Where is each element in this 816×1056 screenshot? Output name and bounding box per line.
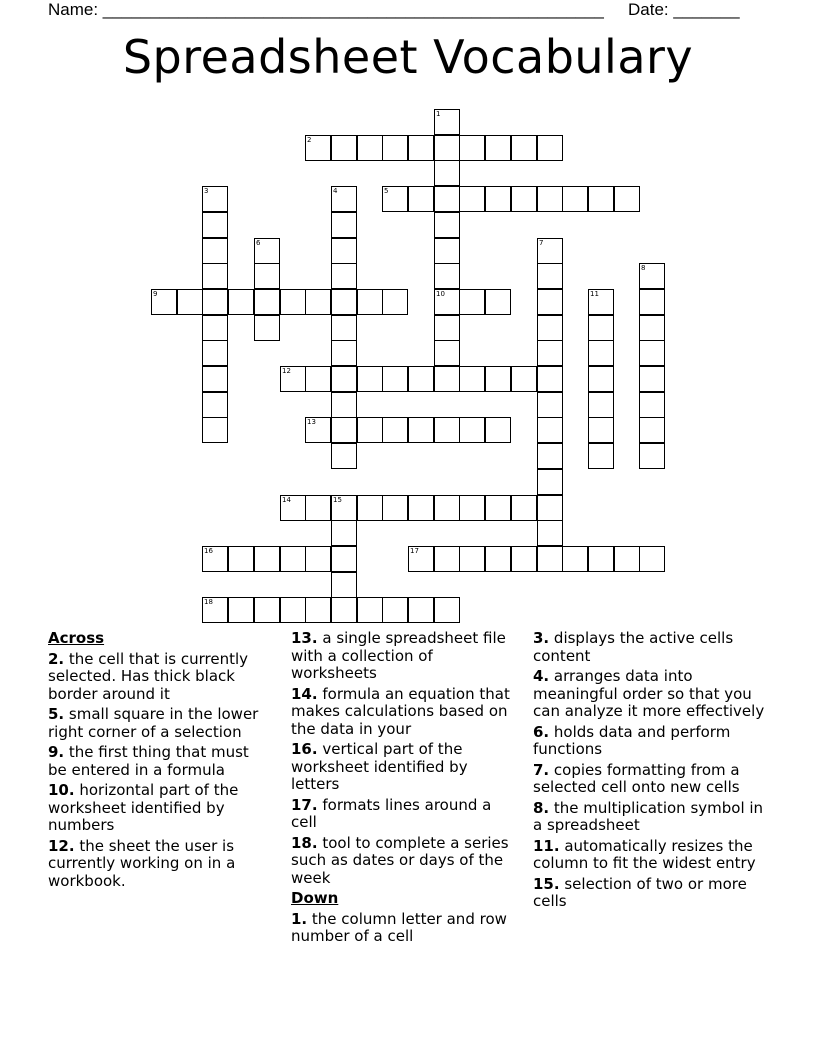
cell-number: 18 [204,598,213,606]
crossword-cell[interactable] [485,366,511,392]
crossword-cell[interactable] [202,238,228,264]
crossword-cell[interactable] [357,135,383,161]
clue-number: 4. [533,667,550,685]
crossword-cell[interactable] [511,366,537,392]
crossword-cell[interactable] [639,340,665,366]
clue-text: displays the active cells content [533,629,734,665]
clues-column-3 [533,630,773,914]
crossword-cell[interactable] [331,340,357,366]
crossword-cell[interactable] [382,186,408,212]
crossword-cell[interactable] [254,315,280,341]
clue-number: 17. [291,795,318,814]
crossword-cell[interactable] [537,263,563,289]
crossword-cell[interactable] [331,520,357,546]
crossword-cell[interactable] [331,366,357,392]
crossword-cell[interactable] [228,289,254,315]
clue-number: 15. [533,874,560,893]
crossword-cell[interactable] [459,495,485,521]
across-clue-18 [291,835,519,888]
clue-text: a single spreadsheet file with a collection of worksheets [291,629,506,682]
clue-number: 6. [533,722,550,741]
down-clue-11 [533,838,773,873]
crossword-cell[interactable] [305,495,331,521]
crossword-cell[interactable] [434,160,460,186]
crossword-cell[interactable] [151,289,177,315]
crossword-cell[interactable] [357,597,383,623]
clue-number: 7. [533,760,550,779]
cell-number: 4 [333,187,338,195]
crossword-cell[interactable] [357,495,383,521]
across-clue-2 [48,651,270,704]
clue-number: 5. [48,705,65,723]
crossword-cell[interactable] [639,417,665,443]
clue-text: small square in the lower right corner of a selection [48,705,259,741]
crossword-cell[interactable] [537,315,563,341]
clue-number: 1. [291,909,308,928]
crossword-cell[interactable] [485,546,511,572]
crossword-cell[interactable] [485,289,511,315]
clue-text: arranges data into meaningful order so that you can analyze it more effectively [533,667,765,720]
crossword-cell[interactable] [408,417,434,443]
cell-number: 11 [590,290,599,298]
crossword-cell[interactable] [408,186,434,212]
clues-column-1 [48,630,270,893]
name-field: Name: _____________________________________________________ [48,0,604,19]
crossword-cell[interactable] [305,135,331,161]
crossword-cell[interactable] [639,392,665,418]
crossword-cell[interactable] [254,289,280,315]
crossword-cell[interactable] [459,546,485,572]
cell-number: 17 [410,547,419,555]
crossword-cell[interactable] [459,186,485,212]
crossword-cell[interactable] [331,572,357,598]
crossword-cell[interactable] [588,443,614,469]
crossword-cell[interactable] [434,315,460,341]
crossword-cell[interactable] [588,289,614,315]
crossword-cell[interactable] [177,289,203,315]
clue-text: automatically resizes the column to fit the widest entry [533,836,756,872]
crossword-cell[interactable] [382,289,408,315]
crossword-cell[interactable] [202,289,228,315]
crossword-cell[interactable] [382,495,408,521]
crossword-cell[interactable] [485,495,511,521]
crossword-cell[interactable] [434,186,460,212]
crossword-cell[interactable] [537,366,563,392]
cell-number: 6 [256,239,261,247]
crossword-cell[interactable] [588,340,614,366]
clue-number: 9. [48,743,65,761]
crossword-cell[interactable] [639,546,665,572]
crossword-cell[interactable] [280,289,306,315]
crossword-cell[interactable] [639,366,665,392]
crossword-cell[interactable] [639,263,665,289]
crossword-cell[interactable] [202,392,228,418]
crossword-cell[interactable] [202,366,228,392]
cell-number: 8 [641,264,646,272]
crossword-cell[interactable] [459,135,485,161]
cell-number: 2 [307,136,312,144]
clue-text: vertical part of the worksheet identified by letters [291,740,468,793]
crossword-cell[interactable] [202,212,228,238]
crossword-cell[interactable] [305,289,331,315]
down-clue-3 [533,630,773,665]
crossword-cell[interactable] [408,597,434,623]
crossword-cell[interactable] [434,546,460,572]
clue-text: formula an equation that makes calculations based on the data in your [291,684,510,738]
crossword-cell[interactable] [434,135,460,161]
crossword-cell[interactable] [459,289,485,315]
page-title: Spreadsheet Vocabulary [122,30,694,84]
cell-number: 7 [539,239,544,247]
clue-number: 3. [533,629,550,647]
crossword-cell[interactable] [434,212,460,238]
crossword-cell[interactable] [434,340,460,366]
crossword-cell[interactable] [485,186,511,212]
crossword-cell[interactable] [459,417,485,443]
crossword-cell[interactable] [331,263,357,289]
clue-text: tool to complete a series such as dates or days of the week [291,833,509,887]
crossword-cell[interactable] [588,417,614,443]
crossword-cell[interactable] [639,443,665,469]
crossword-cell[interactable] [434,366,460,392]
crossword-cell[interactable] [331,417,357,443]
clue-text: selection of two or more cells [533,874,747,910]
crossword-cell[interactable] [537,443,563,469]
crossword-cell[interactable] [408,495,434,521]
crossword-cell[interactable] [588,186,614,212]
crossword-cell[interactable] [331,289,357,315]
crossword-cell[interactable] [202,597,228,623]
crossword-cell[interactable] [202,315,228,341]
crossword-cell[interactable] [202,417,228,443]
clue-number: 2. [48,649,65,668]
down-clue-8 [533,800,773,835]
crossword-cell[interactable] [331,135,357,161]
crossword-cell[interactable] [408,135,434,161]
crossword-cell[interactable] [305,597,331,623]
crossword-cell[interactable] [331,238,357,264]
crossword-cell[interactable] [537,186,563,212]
crossword-cell[interactable] [537,546,563,572]
clue-number: 14. [291,684,318,703]
crossword-cell[interactable] [434,238,460,264]
crossword-cell[interactable] [562,186,588,212]
crossword-cell[interactable] [537,520,563,546]
crossword-cell[interactable] [434,417,460,443]
down-clue-6 [533,724,773,759]
crossword-cell[interactable] [511,495,537,521]
crossword-cell[interactable] [228,597,254,623]
crossword-cell[interactable] [511,546,537,572]
clue-number: 13. [291,629,318,647]
clue-number: 16. [291,740,318,758]
crossword-cell[interactable] [202,340,228,366]
across-clue-14 [291,686,519,739]
down-clue-15 [533,876,773,911]
cell-number: 3 [204,187,209,195]
crossword-cell[interactable] [485,417,511,443]
crossword-cell[interactable] [382,417,408,443]
crossword-cell[interactable] [408,366,434,392]
down-heading: Down [291,889,339,907]
date-field: Date: _______ [628,0,740,19]
crossword-cell[interactable] [382,597,408,623]
clue-text: the cell that is currently selected. Has thick black border around it [48,649,249,703]
clue-text: the multiplication symbol in a spreadsheet [533,798,764,834]
crossword-cell[interactable] [537,289,563,315]
crossword-cell[interactable] [202,263,228,289]
crossword-cell[interactable] [254,263,280,289]
down-clue-4 [533,668,773,721]
clue-number: 11. [533,836,560,855]
crossword-cell[interactable] [357,366,383,392]
crossword-cell[interactable] [562,546,588,572]
down-clue-1 [291,911,519,946]
crossword-cell[interactable] [537,469,563,495]
across-heading: Across [48,629,105,647]
crossword-cell[interactable] [305,366,331,392]
crossword-cell[interactable] [331,186,357,212]
cell-number: 12 [282,367,291,375]
crossword-cell[interactable] [434,263,460,289]
across-clue-16 [291,741,519,794]
crossword-cell[interactable] [614,546,640,572]
crossword-cell[interactable] [254,597,280,623]
crossword-cell[interactable] [639,289,665,315]
crossword-cell[interactable] [434,597,460,623]
crossword-cell[interactable] [331,597,357,623]
crossword-cell[interactable] [537,392,563,418]
down-clue-7 [533,762,773,797]
crossword-cell[interactable] [357,289,383,315]
clue-text: holds data and perform functions [533,722,731,758]
crossword-cell[interactable] [254,546,280,572]
crossword-cell[interactable] [357,417,383,443]
clue-number: 18. [291,833,318,852]
clue-number: 10. [48,781,75,799]
across-clue-9 [48,744,270,779]
crossword-cell[interactable] [280,366,306,392]
crossword-cell[interactable] [280,597,306,623]
crossword-cell[interactable] [280,546,306,572]
crossword-cell[interactable] [537,238,563,264]
crossword-cell[interactable] [639,315,665,341]
crossword-cell[interactable] [305,417,331,443]
clue-text: horizontal part of the worksheet identified by numbers [48,781,239,834]
crossword-cell[interactable] [202,546,228,572]
clue-text: copies formatting from a selected cell onto new cells [533,760,740,796]
clue-text: the column letter and row number of a cell [291,909,507,945]
cell-number: 16 [204,547,213,555]
across-clue-5 [48,706,270,741]
crossword-cell[interactable] [202,186,228,212]
across-clue-12 [48,838,270,891]
crossword-cell[interactable] [228,546,254,572]
clue-text: formats lines around a cell [291,795,492,831]
cell-number: 14 [282,496,291,504]
clue-number: 12. [48,836,75,855]
crossword-cell[interactable] [588,315,614,341]
cell-number: 5 [384,187,389,195]
crossword-cell[interactable] [254,238,280,264]
crossword-cell[interactable] [331,315,357,341]
clue-number: 8. [533,798,550,817]
crossword-cell[interactable] [434,109,460,135]
crossword-cell[interactable] [434,495,460,521]
crossword-cell[interactable] [511,135,537,161]
crossword-cell[interactable] [614,186,640,212]
crossword-cell[interactable] [280,495,306,521]
cell-number: 9 [153,290,158,298]
crossword-cell[interactable] [434,289,460,315]
crossword-cell[interactable] [408,546,434,572]
crossword-cell[interactable] [588,546,614,572]
crossword-cell[interactable] [511,186,537,212]
crossword-cell[interactable] [331,443,357,469]
crossword-cell[interactable] [382,366,408,392]
crossword-cell[interactable] [537,417,563,443]
cell-number: 13 [307,418,316,426]
crossword-cell[interactable] [485,135,511,161]
crossword-cell[interactable] [459,366,485,392]
crossword-cell[interactable] [331,495,357,521]
crossword-cell[interactable] [331,212,357,238]
crossword-cell[interactable] [331,392,357,418]
cell-number: 1 [436,110,441,118]
crossword-cell[interactable] [537,135,563,161]
cell-number: 10 [436,290,445,298]
across-clue-13 [291,630,519,683]
crossword-cell[interactable] [382,135,408,161]
clue-text: the first thing that must be entered in a formula [48,743,249,779]
crossword-cell[interactable] [305,546,331,572]
cell-number: 15 [333,496,342,504]
clues-column-2 [291,630,519,949]
crossword-cell[interactable] [537,495,563,521]
crossword-cell[interactable] [588,392,614,418]
crossword-cell[interactable] [331,546,357,572]
clue-text: the sheet the user is currently working on in a workbook. [48,836,236,890]
crossword-cell[interactable] [537,340,563,366]
crossword-cell[interactable] [588,366,614,392]
across-clue-17 [291,797,519,832]
across-clue-10 [48,782,270,835]
